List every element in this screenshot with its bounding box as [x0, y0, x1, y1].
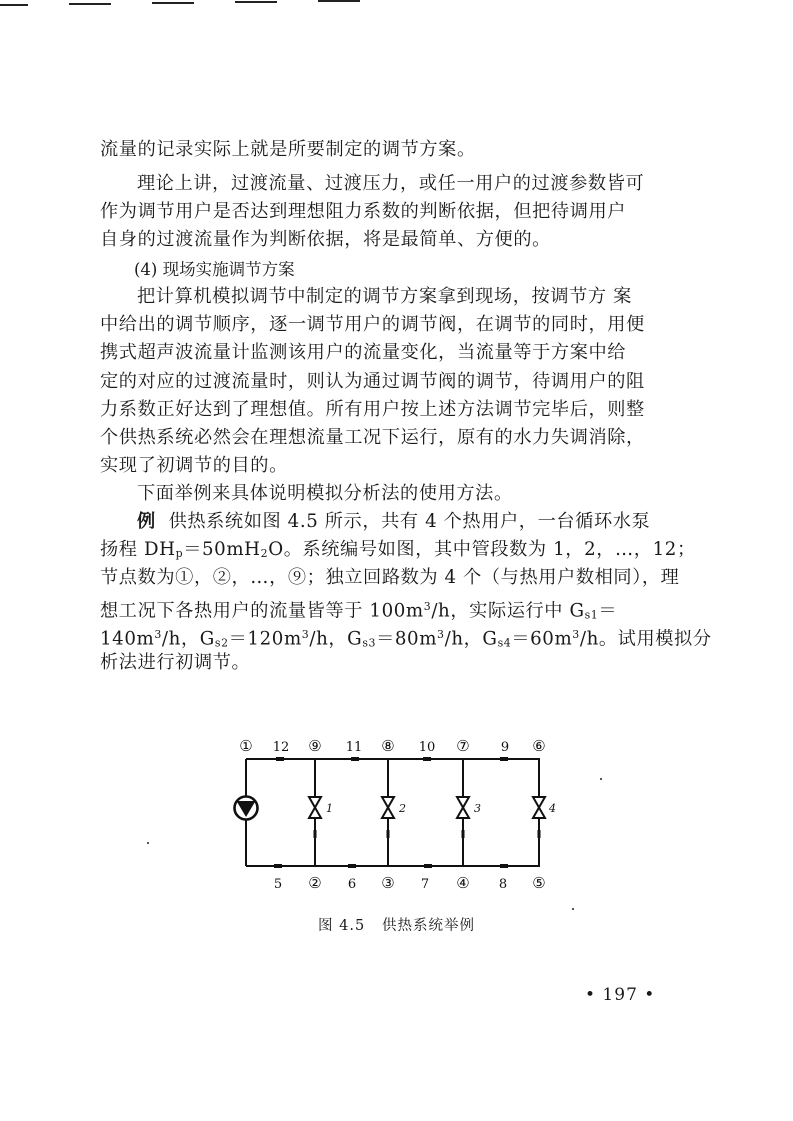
flow-marker — [424, 864, 432, 868]
subscript: 2 — [260, 547, 269, 561]
superscript: 3 — [154, 627, 162, 641]
pipe-label: 8 — [498, 877, 508, 892]
text-line — [100, 621, 712, 650]
flow-marker — [462, 830, 465, 838]
subscript: p — [175, 547, 184, 561]
example-text: 供热系统如图 4.5 所示，共有 4 个热用户，一台循环水泵 — [168, 511, 651, 532]
paragraph-2 — [100, 170, 706, 255]
subscript: s4 — [497, 636, 512, 650]
text-fragment: 想工况下各热用户的流量皆等于 100m — [100, 600, 424, 622]
scan-speck — [572, 908, 574, 910]
node-label: ⑧ — [381, 737, 395, 755]
flow-marker — [387, 830, 390, 838]
text-fragment: ＝50mH — [183, 539, 261, 561]
text-line — [100, 593, 706, 621]
valve-icon-3 — [457, 797, 469, 818]
text-fragment: O。系统编号如图，其中管段数为 1，2，…，12； — [268, 539, 696, 561]
text-fragment: /h，G — [309, 628, 363, 650]
flow-marker — [351, 757, 359, 761]
node-label: ⑦ — [456, 737, 470, 755]
superscript: 3 — [572, 627, 580, 641]
text-line: 节点数为①，②，…，⑨；独立回路数为 4 个（与热用户数相同），理 — [100, 567, 680, 589]
text-line: 力系数正好达到了理想值。所有用户按上述方法调节完毕后，则整 — [100, 398, 645, 420]
pipe-label: 5 — [273, 877, 283, 892]
subscript: s3 — [362, 636, 377, 650]
text-fragment: /h，G — [161, 628, 215, 650]
valve-label: 4 — [549, 802, 556, 815]
text-line — [100, 508, 706, 536]
flow-marker — [348, 864, 356, 868]
heating-system-diagram — [220, 730, 560, 900]
section-heading: (4) 现场实施调节方案 — [134, 260, 295, 279]
text-line — [100, 536, 706, 564]
top-rule-2 — [69, 3, 111, 5]
text-line: 流量的记录实际上就是所要制定的调节方案。 — [100, 139, 476, 160]
valve-icon-1 — [309, 797, 321, 818]
valve-icon-4 — [533, 797, 545, 818]
text-line: 携式超声波流量计监测该用户的流量变化，当流量等于方案中给 — [100, 342, 627, 364]
paragraph-3 — [100, 283, 706, 480]
valve-label: 1 — [326, 802, 333, 815]
text-line: 理论上讲，过渡流量、过渡压力，或任一用户的过渡参数皆可 — [137, 173, 645, 194]
text-fragment: ＝ — [598, 600, 618, 622]
valve-label: 3 — [474, 802, 481, 815]
text-fragment: ＝120m — [228, 628, 302, 650]
text-line: 中给出的调节顺序，逐一调节用户的调节阀，在调节的同时，用便 — [100, 314, 645, 336]
text-line: 把计算机模拟调节中制定的调节方案拿到现场，按调节方 案 — [137, 286, 632, 307]
pipe-label: 12 — [272, 740, 290, 755]
text-fragment: /h，实际运行中 G — [431, 600, 585, 622]
top-rule-4 — [235, 1, 277, 3]
text-fragment: 140m — [100, 628, 155, 650]
node-label: ⑥ — [532, 737, 546, 755]
flow-marker — [276, 757, 284, 761]
subscript: s1 — [584, 608, 599, 622]
text-fragment: ＝60m — [511, 628, 573, 650]
node-label: ③ — [381, 874, 395, 892]
scan-speck — [600, 778, 602, 780]
superscript: 3 — [423, 599, 432, 613]
flow-marker — [500, 864, 508, 868]
paragraph-1 — [100, 136, 706, 164]
flow-marker — [274, 864, 282, 868]
pipe-label: 11 — [345, 740, 363, 755]
figure-title: 供热系统举例 — [382, 918, 475, 934]
text-line: 个供热系统必然会在理想流量工况下运行，原有的水力失调消除， — [100, 426, 645, 448]
text-line: 作为调节用户是否达到理想阻力系数的判断依据，但把待调用户 — [100, 201, 627, 223]
flow-marker — [538, 830, 541, 838]
text-line: 析法进行初调节。 — [100, 651, 251, 673]
text-line: 自身的过渡流量作为判断依据，将是最简单、方便的。 — [100, 229, 551, 251]
text-fragment: ＝80m — [376, 628, 438, 650]
pipe-label: 9 — [500, 740, 510, 755]
node-label: ⑨ — [308, 737, 322, 755]
valve-icon-2 — [382, 797, 394, 818]
node-label: ① — [239, 737, 253, 755]
superscript: 3 — [301, 627, 310, 641]
figure-caption — [0, 914, 793, 935]
figure-number: 图 4.5 — [318, 918, 366, 934]
text-fragment: 扬程 DH — [100, 539, 176, 561]
text-line: 下面举例来具体说明模拟分析法的使用方法。 — [137, 483, 513, 504]
flow-marker — [423, 757, 431, 761]
text-fragment: /h。试用模拟分 — [579, 628, 712, 650]
pipe-label: 6 — [347, 877, 357, 892]
pipe-label: 7 — [420, 877, 430, 892]
subscript: s2 — [214, 636, 229, 650]
superscript: 3 — [437, 627, 445, 641]
flow-marker — [314, 830, 317, 838]
page-number: • 197 • — [585, 985, 656, 1005]
flow-marker — [500, 757, 508, 761]
top-rule-3 — [152, 2, 194, 4]
top-rule-5 — [318, 0, 360, 2]
paragraph-4 — [100, 480, 706, 508]
node-label: ② — [308, 874, 322, 892]
example-label: 例 — [137, 511, 156, 532]
valve-label: 2 — [399, 802, 406, 815]
text-line: 实现了初调节的目的。 — [100, 455, 288, 477]
node-label: ⑤ — [532, 874, 546, 892]
text-line: 定的对应的过渡流量时，则认为通过调节阀的调节，待调用户的阻 — [100, 370, 645, 392]
scan-speck — [147, 842, 149, 844]
top-rule-1 — [0, 4, 28, 6]
pipe-label: 10 — [418, 740, 436, 755]
text-fragment: /h，G — [444, 628, 498, 650]
example-paragraph — [100, 508, 712, 677]
node-label: ④ — [456, 874, 470, 892]
circulation-pump-icon — [235, 797, 258, 820]
